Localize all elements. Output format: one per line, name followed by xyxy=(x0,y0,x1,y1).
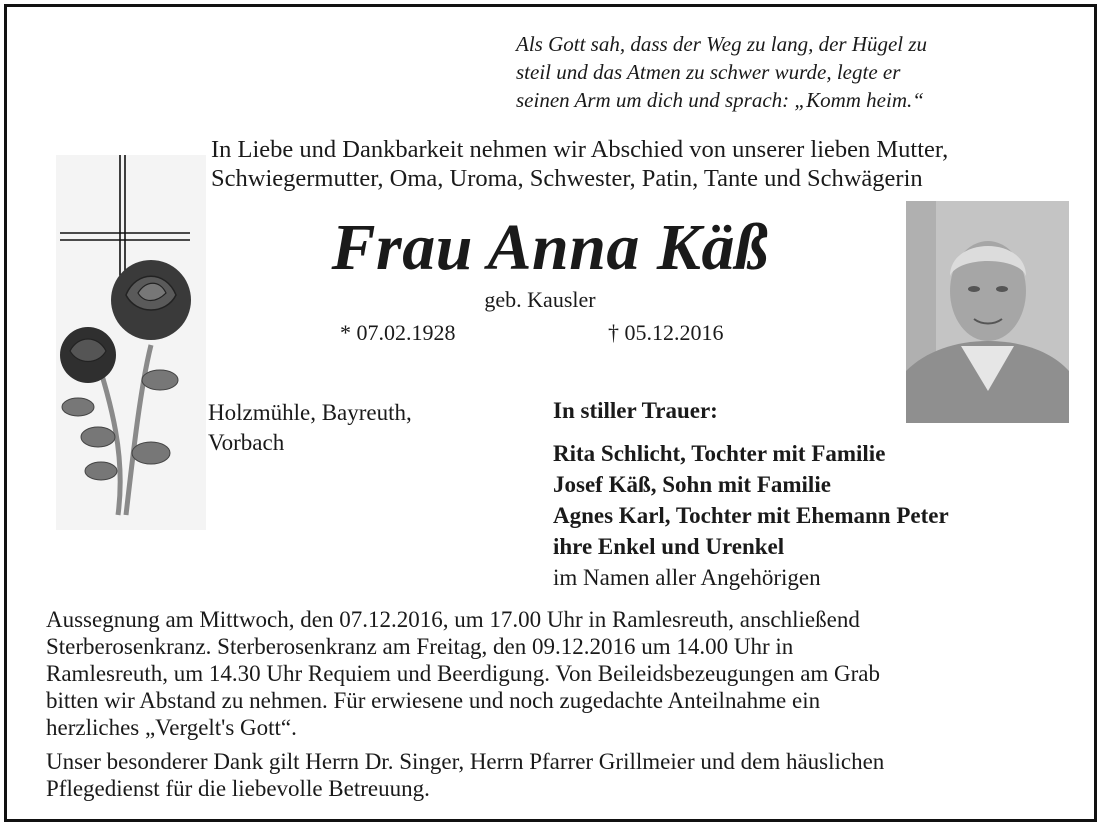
mourners-list xyxy=(553,438,949,593)
rose-small-icon xyxy=(60,327,116,383)
mourners-heading: In stiller Trauer: xyxy=(553,398,718,423)
thanks-line: Pflegedienst für die liebevolle Betreuung. xyxy=(46,776,430,801)
service-line: Ramlesreuth, um 14.30 Uhr Requiem und Beerdigung. Von Beileidsbezeugungen am Grab xyxy=(46,661,881,686)
thanks-line: Unser besonderer Dank gilt Herrn Dr. Singer, Herrn Pfarrer Grillmeier und dem häuslichen xyxy=(46,749,885,774)
place-line: Vorbach xyxy=(208,430,285,455)
place-line: Holzmühle, Bayreuth, xyxy=(208,400,412,425)
death-date: † 05.12.2016 xyxy=(608,320,724,345)
mourner-name: Josef Käß, Sohn mit Familie xyxy=(553,472,831,497)
intro-line: Schwiegermutter, Oma, Uroma, Schwester, Patin, Tante und Schwägerin xyxy=(211,165,923,192)
maiden-name: geb. Kausler xyxy=(484,287,596,312)
mourner-name: Rita Schlicht, Tochter mit Familie xyxy=(553,441,886,466)
service-details xyxy=(46,606,1076,741)
rose-large-icon xyxy=(111,260,191,340)
quote-line: Als Gott sah, dass der Weg zu lang, der Hügel zu xyxy=(516,32,928,56)
mourners-closing: im Namen aller Angehörigen xyxy=(553,565,821,590)
intro-text xyxy=(211,135,1081,193)
quote-verse xyxy=(516,30,1056,114)
cross-and-roses-illustration xyxy=(56,155,206,530)
portrait-photo xyxy=(906,201,1069,423)
service-line: Aussegnung am Mittwoch, den 07.12.2016, um 17.00 Uhr in Ramlesreuth, anschließend xyxy=(46,607,860,632)
service-line: Sterberosenkranz. Sterberosenkranz am Freitag, den 09.12.2016 um 14.00 Uhr in xyxy=(46,634,794,659)
service-line: bitten wir Abstand zu nehmen. Für erwiesene und noch zugedachte Anteilnahme ein xyxy=(46,688,821,713)
mourner-name: Agnes Karl, Tochter mit Ehemann Peter xyxy=(553,503,949,528)
thanks-text xyxy=(46,748,1076,802)
quote-line: seinen Arm um dich und sprach: „Komm heim.“ xyxy=(516,88,924,112)
service-line: herzliches „Vergelt's Gott“. xyxy=(46,715,297,740)
deceased-name: Frau Anna Käß xyxy=(331,211,769,284)
mourner-name: ihre Enkel und Urenkel xyxy=(553,534,785,559)
intro-line: In Liebe und Dankbarkeit nehmen wir Abschied von unserer lieben Mutter, xyxy=(211,136,949,163)
places-of-residence xyxy=(208,398,412,458)
birth-date: * 07.02.1928 xyxy=(340,320,456,345)
quote-line: steil und das Atmen zu schwer wurde, legte er xyxy=(516,60,901,84)
